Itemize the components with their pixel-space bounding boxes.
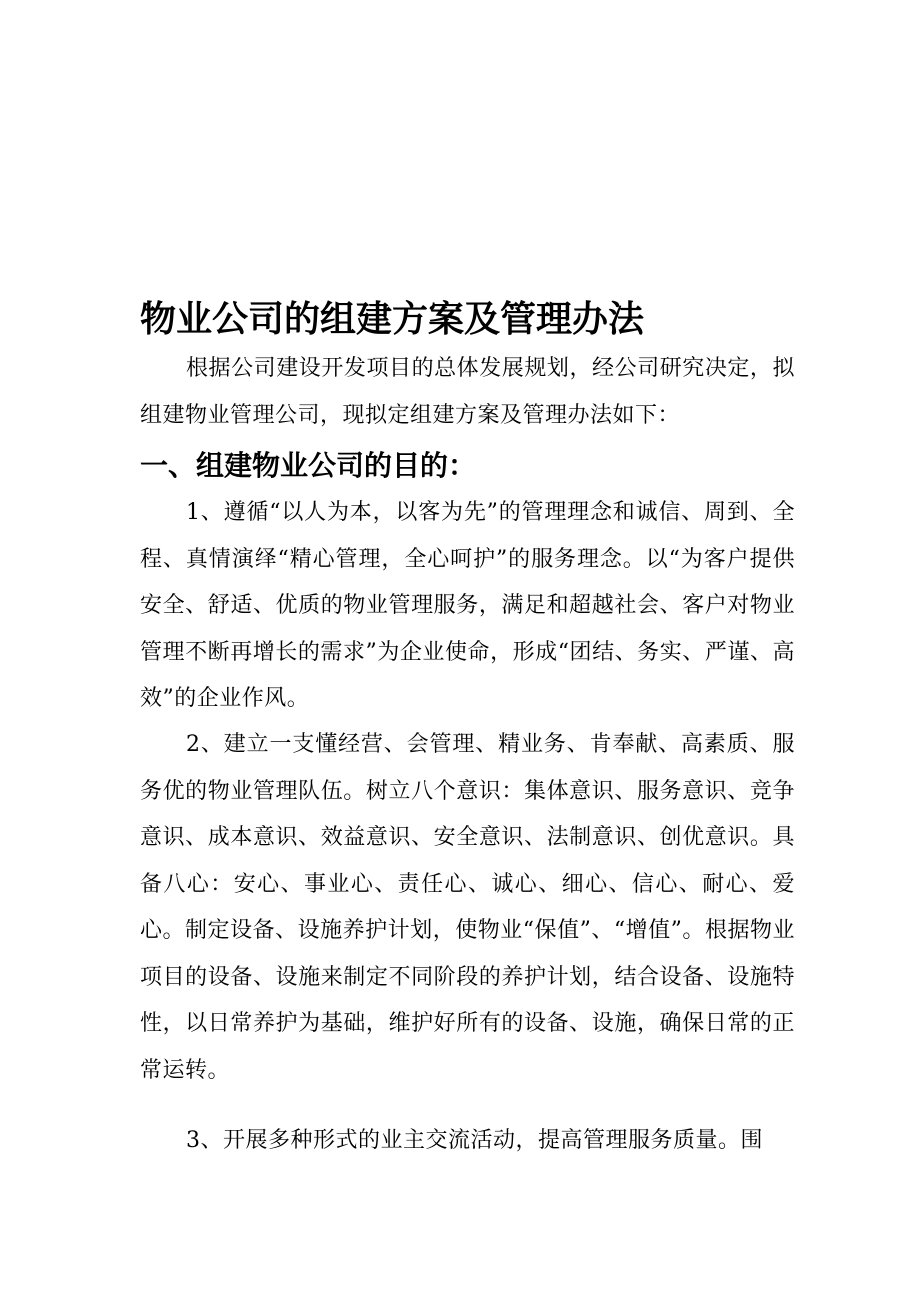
intro-paragraph: 根据公司建设开发项目的总体发展规划，经公司研究决定，拟组建物业管理公司，现拟定组建方案及管理办法如下： bbox=[140, 356, 795, 428]
document-title: 物业公司的组建方案及管理办法 bbox=[140, 299, 645, 340]
section-heading: 一、组建物业公司的目的： bbox=[140, 449, 477, 482]
paragraph-2: 2、建立一支懂经营、会管理、精业务、肯奉献、高素质、服务优的物业管理队伍。树立八个意识：集体意识、服务意识、竞争意识、成本意识、效益意识、安全意识、法制意识、创优意识。具备八心：安心、事业心、责任心、诚心、细心、信心、耐心、爱心。制定设备、设施养护计划，使物业“保值”、“增值”。根据物业项目的设备、设施来制定不同阶段的养护计划，结合设备、设施特性，以日常养护为基础，维护好所有的设备、设施，确保日常的正常运转。 bbox=[140, 732, 795, 1083]
paragraph-3: 3、开展多种形式的业主交流活动，提高管理服务质量。围 bbox=[186, 1128, 763, 1153]
paragraph-1: 1、遵循“以人为本，以客为先”的管理理念和诚信、周到、全程、真情演绎“精心管理，全心呵护”的服务理念。以“为客户提供安全、舒适、优质的物业管理服务，满足和超越社会、客户对物业管理不断再增长的需求”为企业使命，形成“团结、务实、严谨、高效”的企业作风。 bbox=[140, 500, 795, 711]
